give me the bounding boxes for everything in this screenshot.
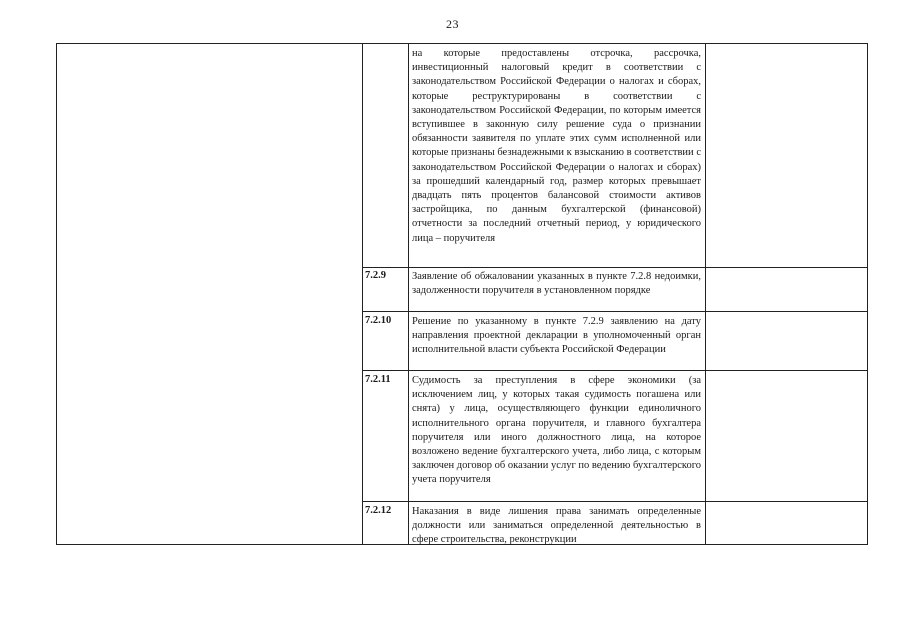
column-divider [705,44,706,544]
row-divider [362,311,867,312]
row-number: 7.2.11 [365,374,391,385]
column-divider [408,44,409,544]
requirements-table [56,43,868,545]
row-divider [362,501,867,502]
row-text: Судимость за преступления в сфере экономики (за исключением лиц, у которых такая судимость погашена или снята) у лица, осуществляющего функции единоличного исполнительного органа поручителя, и главного бухгалтера поручителя или иного должностного лица, на которое возложено ведение бухгалтерского учета, либо лица, с которым заключен договор об оказании услуг по ведению бухгалтерского учета поручителя [412,375,702,486]
column-divider [362,44,363,544]
row-number: 7.2.12 [365,505,392,516]
row-divider [362,267,867,268]
row-text: на которые предоставлены отсрочка, рассрочка, инвестиционный налоговый кредит в соответствии с законодательством Российской Федерации о налогах и сборах, которые реструктурированы в соответствии с законодательством Российской Федерации, по которым имеется вступившее в законную силу решение суда о признании обязанности заявителя по уплате этих сумм исполненной или которые признаны безнадежными к взысканию в соответствии с законодательством Российской Федерации о налогах и сборах) за прошедший календарный год, размер которых превышает двадцать пять процентов балансовой стоимости активов застройщика, по данным бухгалтерской (финансовой) отчетности за последний отчетный период, у юридического лица – поручителя [412,48,701,244]
row-divider [362,370,867,371]
row-text: Наказания в виде лишения права занимать определенные должности или заниматься определенной деятельностью в сфере строительства, реконструкции [412,506,701,546]
page-number: 23 [446,17,459,31]
row-number: 7.2.9 [365,270,386,281]
row-number: 7.2.10 [365,315,392,326]
row-text: Решение по указанному в пункте 7.2.9 заявлению на дату направления проектной декларации в уполномоченный орган исполнительной власти субъекта Российской Федерации [412,316,701,356]
row-text: Заявление об обжаловании указанных в пункте 7.2.8 недоимки, задолженности поручителя в установленном порядке [412,271,701,297]
